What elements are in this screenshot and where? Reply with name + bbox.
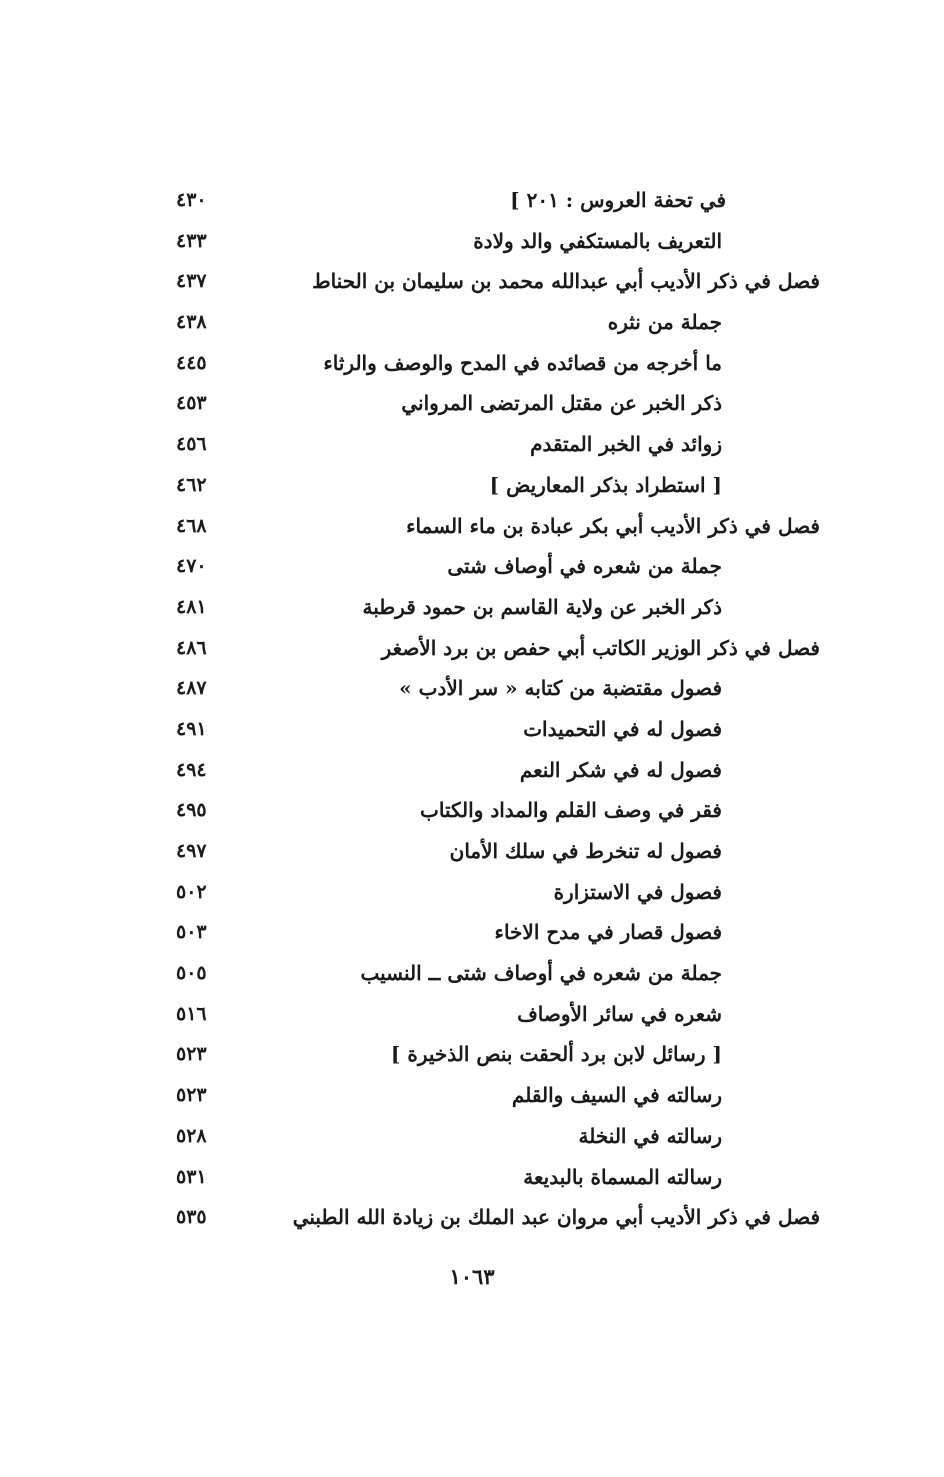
toc-section-title: جملة من نثره xyxy=(607,310,722,335)
toc-section-title: فصول مقتضبة من كتابه « سر الأدب » xyxy=(399,676,722,701)
toc-entry xyxy=(0,261,944,302)
toc-section-title: ما أخرجه من قصائده في المدح والوصف والرثاء xyxy=(323,350,722,375)
toc-chapter-title: فصل في ذكر الوزير الكاتب أبي حفص بن برد الأصغر xyxy=(381,635,820,660)
toc-entry xyxy=(0,790,944,831)
table-of-contents xyxy=(0,180,944,1238)
toc-entry xyxy=(0,668,944,709)
toc-entry xyxy=(0,994,944,1035)
toc-section-title: [ استطراد بذكر المعاريض ] xyxy=(489,472,722,497)
toc-chapter-title: فصل في ذكر الأديب أبي عبدالله محمد بن سليمان بن الحناط xyxy=(312,269,820,294)
toc-page-number: ٤٧٠ xyxy=(176,555,207,578)
toc-section-title: التعريف بالمستكفي والد ولادة xyxy=(473,228,722,253)
toc-entry xyxy=(0,587,944,628)
toc-entry xyxy=(0,1116,944,1157)
toc-page-number: ٤٨٦ xyxy=(176,636,207,659)
toc-section-title: فصول له في شكر النعم xyxy=(519,757,722,782)
toc-entry xyxy=(0,506,944,547)
toc-page-number: ٤٨٧ xyxy=(176,677,207,700)
toc-entry xyxy=(0,1197,944,1238)
toc-page-number: ٤٤٥ xyxy=(176,351,207,374)
toc-section-title: فصول له تنخرط في سلك الأمان xyxy=(449,839,722,863)
toc-entry xyxy=(0,628,944,669)
toc-section-title: رسالته في النخلة xyxy=(578,1123,722,1148)
toc-page-number: ٥٢٣ xyxy=(176,1043,207,1066)
toc-page-number: ٤٩١ xyxy=(176,717,207,740)
toc-section-title: في تحفة العروس : ٢٠١ ] xyxy=(510,188,726,212)
toc-page-number: ٥٣٥ xyxy=(176,1206,207,1229)
toc-entry xyxy=(0,750,944,791)
toc-page-number: ٤٨١ xyxy=(176,595,207,618)
toc-chapter-title: فصل في ذكر الأديب أبي بكر عبادة بن ماء السماء xyxy=(406,513,820,538)
toc-section-title: جملة من شعره في أوصاف شتى xyxy=(447,554,722,579)
toc-entry xyxy=(0,1034,944,1075)
toc-section-title: ذكر الخبر عن مقتل المرتضى المرواني xyxy=(401,391,722,416)
toc-page-number: ٥٠٢ xyxy=(176,880,207,903)
toc-entry xyxy=(0,709,944,750)
toc-entry xyxy=(0,872,944,913)
toc-page-number: ٤٥٣ xyxy=(176,392,207,415)
toc-page-number: ٥٠٥ xyxy=(176,962,207,985)
toc-section-title: شعره في سائر الأوصاف xyxy=(517,1001,722,1026)
toc-entry xyxy=(0,221,944,262)
toc-page-number: ٤٣٧ xyxy=(176,270,207,293)
toc-page-number: ٤٩٧ xyxy=(176,840,207,862)
toc-page-number: ٤٩٥ xyxy=(176,799,207,822)
toc-entry xyxy=(0,383,944,424)
toc-section-title: جملة من شعره في أوصاف شتى ــ النسيب xyxy=(360,961,722,986)
toc-entry xyxy=(0,343,944,384)
toc-page-number: ٤٣٨ xyxy=(176,311,207,334)
toc-section-title: رسالته في السيف والقلم xyxy=(511,1083,722,1108)
toc-page-number: ٤٩٤ xyxy=(176,758,207,781)
toc-entry xyxy=(0,465,944,506)
toc-entry xyxy=(0,546,944,587)
toc-entry xyxy=(0,912,944,953)
toc-page-number: ٥٠٣ xyxy=(176,921,207,944)
toc-page-number: ٥٢٨ xyxy=(176,1124,207,1147)
toc-chapter-title: فصل في ذكر الأديب أبي مروان عبد الملك بن زيادة الله الطبني xyxy=(292,1205,820,1230)
toc-section-title: زوائد في الخبر المتقدم xyxy=(530,432,722,457)
toc-section-title: فصول قصار في مدح الاخاء xyxy=(494,920,722,945)
toc-page-number: ٤٣٣ xyxy=(176,229,207,252)
toc-page-number: ٥٢٣ xyxy=(176,1084,207,1107)
toc-section-title: فصول له في التحميدات xyxy=(523,716,722,741)
toc-section-title: [ رسائل لابن برد ألحقت بنص الذخيرة ] xyxy=(390,1042,722,1067)
toc-section-title: فصول في الاستزارة xyxy=(553,879,722,904)
toc-entry xyxy=(0,180,944,221)
toc-entry xyxy=(0,831,944,872)
toc-page-number: ٤٥٦ xyxy=(176,433,207,456)
toc-section-title: فقر في وصف القلم والمداد والكتاب xyxy=(420,798,722,823)
toc-section-title: ذكر الخبر عن ولاية القاسم بن حمود قرطبة xyxy=(362,594,722,619)
toc-section-title: رسالته المسماة بالبديعة xyxy=(523,1164,722,1189)
page-number: ١٠٦٣ xyxy=(449,1264,495,1289)
toc-entry xyxy=(0,953,944,994)
toc-entry xyxy=(0,1075,944,1116)
toc-entry xyxy=(0,424,944,465)
toc-page-number: ٤٣٠ xyxy=(176,189,207,211)
toc-page-number: ٥٣١ xyxy=(176,1165,207,1188)
toc-entry xyxy=(0,302,944,343)
toc-page-number: ٤٦٢ xyxy=(176,473,207,496)
toc-page-number: ٤٦٨ xyxy=(176,514,207,537)
toc-entry xyxy=(0,1157,944,1198)
toc-page-number: ٥١٦ xyxy=(176,1002,207,1025)
